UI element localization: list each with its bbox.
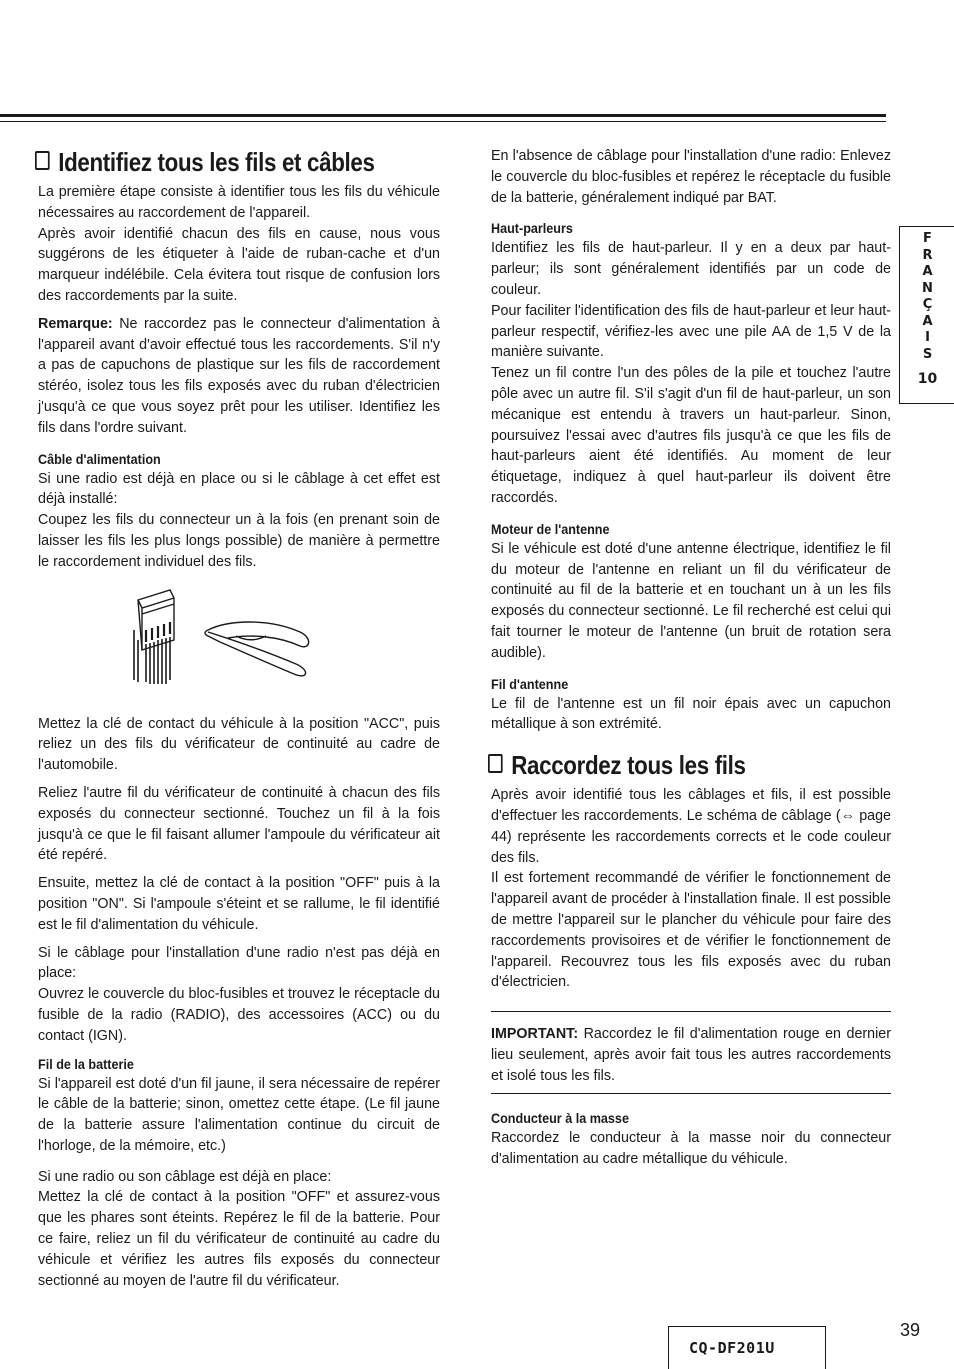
language-letters [900,231,954,363]
important-paragraph: IMPORTANT: Raccordez le fil d'alimentation rouge en dernier lieu seulement, après avoir fait tous les autres raccordements et isolé tous les fils. [491,1026,891,1084]
section-title-connect: Raccordez tous les fils [488,749,835,781]
note-text: Ne raccordez pas le connecteur d'alimentation à l'appareil avant d'avoir effectué tous les raccordements. S'il n'y a pas de capuchons de plastique sur les fils de raccordement stéréo, isolez tous les fils exposés avec du ruban d'électricien j'usqu'à ce que vous soyez prêt pour les utiliser. Identifiez les fils dans l'ordre suivant. [38,315,440,436]
subtitle-power-cable: Câble d'alimentation [38,450,161,467]
language-tab [899,226,954,404]
model-number-box [668,1326,826,1369]
battery-paragraph-2: Si une radio ou son câblage est déjà en place: [38,1168,332,1185]
battery-paragraph-3: Mettez la clé de contact à la position "OFF" et assurez-vous que les phares sont éteints. Repérez le fil de la batterie. Pour ce faire, reliez un fil du vérificateur de continuité au cadre du véhicule et vérifiez les autres fils exposés du connecteur sectionné au moyen de l'autre fil du vérificateur. [38,1189,440,1289]
left-column [38,146,440,1298]
antenna-paragraph: Le fil de l'antenne est un fil noir épais avec un capuchon métallique à son extrémité. [491,695,891,733]
connect-paragraph-2: Il est fortement recommandé de vérifier le fonctionnement de l'appareil avant de procéder à l'installation finale. Il est possible de mettre l'appareil sur le plancher du véhicule pour faire des raccordements provisoires et de vérifier le fonctionnement de l'appareil. Recouvrez tous les fils exposés avec du ruban d'électricien. [491,870,891,991]
tab-letter: S [922,346,933,362]
subtitle-battery-wire: Fil de la batterie [38,1055,134,1072]
top-rule-thin [0,121,886,122]
motor-paragraph: Si le véhicule est doté d'une antenne électrique, identifiez le fil du moteur de l'antenne en reliant un fil du vérificateur de continuité au fil de la batterie et en touchant un à un les fils exposés du connecteur sectionné. Le fil recherché est celui qui fait tourner le moteur de l'antenne (un bruit de rotation sera audible). [491,540,891,661]
acc-paragraph: Mettez la clé de contact du véhicule à la position "ACC", puis reliez un des fils du vérificateur de continuité au cadre de l'automobile. [38,715,440,774]
tab-letter: R [922,247,933,263]
no-radio-paragraph-2: Ouvrez le couvercle du bloc-fusibles et trouvez le réceptacle du fusible de la radio (RADIO), des accessoires (ACC) ou du contact (IGN). [38,986,440,1044]
absence-paragraph: En l'absence de câblage pour l'installation d'une radio: Enlevez le couvercle du bloc-fusibles et repérez le réceptacle du fusible de la batterie, généralement indiqué par BAT. [491,148,891,206]
subtitle-antenna-motor: Moteur de l'antenne [491,520,610,537]
checkbox-square-icon [35,151,50,170]
tab-letter: F [923,231,932,246]
intro-paragraph: La première étape consiste à identifier tous les fils du véhicule nécessaires au raccordement de l'appareil. [38,184,440,221]
connector-and-pliers-illustration [38,580,440,700]
important-label: IMPORTANT: [491,1026,579,1043]
checkbox-square-icon [488,754,503,773]
note-label: Remarque: [38,315,113,332]
tab-letter: A [922,264,933,279]
subtitle-ground-conductor: Conducteur à la masse [491,1110,629,1127]
tab-letter: I [925,330,930,345]
power-paragraph-2: Coupez les fils du connecteur un à la fois (en prenant soin de laisser les fils les plus longs possible) de manière à permettre le raccordement individuel des fils. [38,512,440,570]
model-number: CQ-DF201U [689,1339,775,1357]
page-reference-arrow-icon: ⇔ [840,807,855,824]
power-paragraph-1: Si une radio est déjà en place ou si le câblage à cet effet est déjà installé: [38,470,440,508]
note-paragraph [38,314,440,439]
section-title-identify: Identifiez tous les fils et câbles [35,146,383,178]
tester-paragraph: Reliez l'autre fil du vérificateur de continuité à chacun des fils exposés du connecteur sectionné. Touchez un fil à la fois jusqu'à ce que le fil faisant allumer l'ampoule du vérificateur ait été repéré. [38,784,440,864]
battery-paragraph-1: Si l'appareil est doté d'un fil jaune, il sera nécessaire de repérer le câble de la batterie; sinon, omettez cette étape. (Le fil jaune de la batterie assure l'alimentation continue du circuit de l'horloge, de la mémoire, etc.) [38,1075,440,1154]
no-radio-paragraph-1: Si le câblage pour l'installation d'une radio n'est pas déjà en place: [38,944,440,982]
subtitle-antenna-wire: Fil d'antenne [491,675,569,692]
tab-letter: N [922,280,933,296]
intro-paragraph-2: Après avoir identifié chacun des fils en cause, nous vous suggérons de les étiqueter à l'aide de ruban-cache et d'un marqueur indélébile. Cela évitera tout risque de confusion lors des raccordements par la suite. [38,225,440,304]
speakers-paragraph-1: Identifiez les fils de haut-parleur. Il y en a deux par haut-parleur; ils sont généralement identifiés par un code de couleur. [491,240,891,298]
section-page-badge: 10 [917,371,938,387]
speakers-paragraph-2: Pour faciliter l'identification des fils de haut-parleur et leur haut-parleur respectif, vérifiez-les avec une pile AA de 1,5 V de la manière suivante. [491,302,891,361]
ground-paragraph: Raccordez le conducteur à la masse noir du connecteur d'alimentation au cadre métallique du véhicule. [491,1130,891,1168]
connector-pliers-icon [38,580,338,700]
right-column [491,146,891,1177]
important-rule-bottom [491,1093,891,1094]
important-rule-top [491,1011,891,1012]
tab-letter: A [922,313,933,329]
off-on-paragraph: Ensuite, mettez la clé de contact à la position "OFF" puis à la position "ON". Si l'ampoule s'éteint et se rallume, le fil identifié est le fil d'alimentation du véhicule. [38,875,440,933]
subtitle-speakers: Haut-parleurs [491,220,573,237]
speakers-paragraph-3: Tenez un fil contre l'un des pôles de la pile et touchez l'autre pôle avec un autre fil. S'il s'agit d'un fil de haut-parleur, un son mécanique est entendu à travers un haut-parleur. Sinon, poursuivez l'essai avec d'autres fils jusqu'à ce que les fils de haut-parleurs aient été identifiés. Au moment de leur étiquetage, indiquez à quel haut-parleur ils doivent être raccordés. [491,365,891,506]
tab-letter: Ç [922,297,933,312]
connect-paragraph-1: Après avoir identifié tous les câblages et fils, il est possible d'effectuer les raccordements. Le schéma de câblage (⇔ page 44) représente les raccordements corrects et le code couleur des fils. [491,787,892,866]
top-rule [0,114,886,117]
page-number: 39 [900,1320,921,1340]
